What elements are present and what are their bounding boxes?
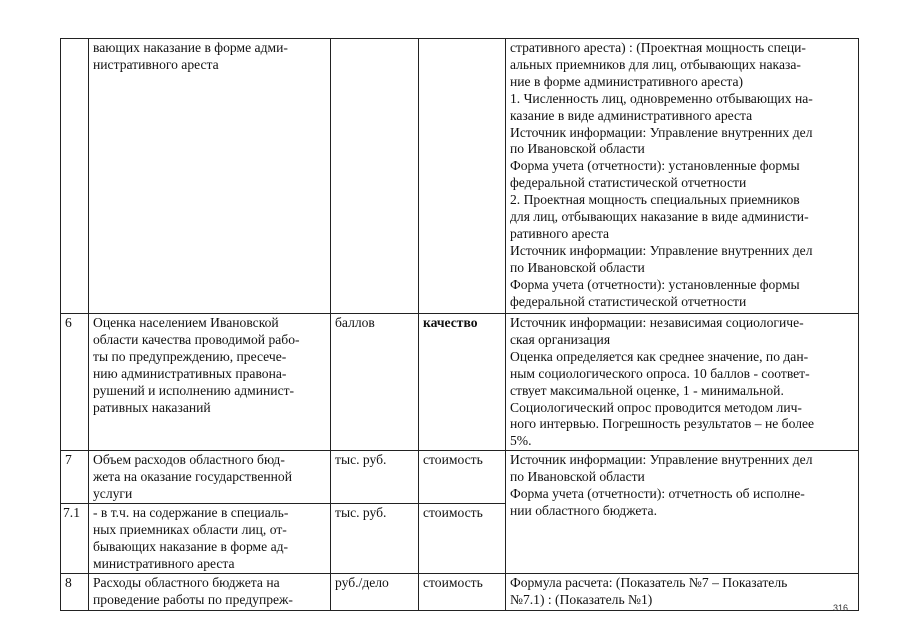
unit-cell: руб./дело <box>331 573 419 610</box>
unit-cell: баллов <box>331 314 419 451</box>
table-row <box>61 39 859 314</box>
unit-cell: тыс. руб. <box>331 451 419 504</box>
description-cell: Формула расчета: (Показатель №7 – Показатель №7.1) : (Показатель №1) <box>506 573 859 610</box>
type-cell: стоимость <box>419 451 506 504</box>
type-cell <box>419 39 506 314</box>
row-number <box>61 39 89 314</box>
type-cell: стоимость <box>419 503 506 573</box>
indicator-name: вающих наказание в форме адми- нистративного ареста <box>89 39 331 314</box>
table-row <box>61 451 859 504</box>
description-cell: Источник информации: Управление внутренних дел по Ивановской области Форма учета (отчетности): отчетность об исполне- нии областного бюджета. <box>506 451 859 573</box>
indicator-name: Объем расходов областного бюд- жета на оказание государственной услуги <box>89 451 331 504</box>
type-cell: качество <box>419 314 506 451</box>
indicator-name: - в т.ч. на содержание в специаль- ных приемниках области лиц, от- бывающих наказание в форме ад- министративного ареста <box>89 503 331 573</box>
type-cell: стоимость <box>419 573 506 610</box>
indicator-name: Оценка населением Ивановской области качества проводимой рабо- ты по предупреждению, пресече- нию административных правона- рушений и исполнению админист- ративных наказаний <box>89 314 331 451</box>
row-number: 8 <box>61 573 89 610</box>
unit-cell <box>331 39 419 314</box>
table-row <box>61 573 859 610</box>
unit-cell: тыс. руб. <box>331 503 419 573</box>
row-number: 7 <box>61 451 89 504</box>
indicators-table <box>60 38 859 611</box>
page-number: 316 <box>833 603 849 613</box>
description-cell: стративного ареста) : (Проектная мощность специ- альных приемников для лиц, отбывающих наказа- ние в форме административного ареста) 1. Численность лиц, одновременно отбывающих на- казание в виде административного ареста Источник информации: Управление внутренних дел по Ивановской области Форма учета (отчетности): установленные формы федеральной статистической отчетности 2. Проектная мощность специальных приемников для лиц, отбывающих наказание в виде администи- ративного ареста Источник информации: Управление внутренних дел по Ивановской области Форма учета (отчетности): установленные формы федеральной статистической отчетности <box>506 39 859 314</box>
row-number: 7.1 <box>61 503 89 573</box>
description-cell: Источник информации: независимая социологиче- ская организация Оценка определяется как среднее значение, по дан- ным социологического опроса. 10 баллов - соответ- ствует максимальной оценке, 1 - минимальной. Социологический опрос проводится методом лич- ного интервью. Погрешность результатов – не более 5%. <box>506 314 859 451</box>
table-row <box>61 314 859 451</box>
row-number: 6 <box>61 314 89 451</box>
indicator-name: Расходы областного бюджета на проведение работы по предупреж- <box>89 573 331 610</box>
